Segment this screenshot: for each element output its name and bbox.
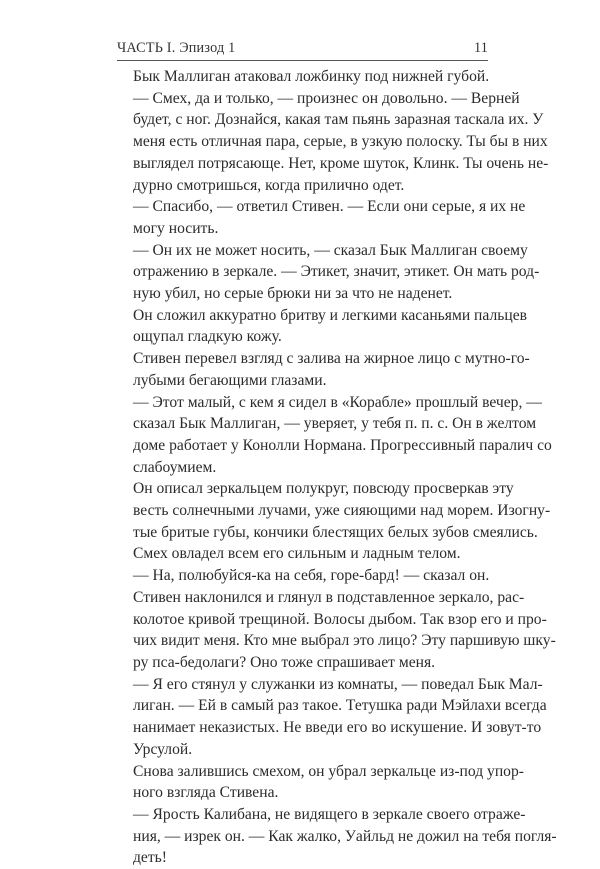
text-line: Снова залившись смехом, он убрал зеркальце из-под упор- <box>133 762 524 780</box>
text-line: — Спасибо, — ответил Стивен. — Если они серые, я их не <box>133 198 526 216</box>
text-line: лиган. — Ей в самый раз такое. Тетушка ради Мэйлахи всегда <box>133 697 547 715</box>
text-line: дурно смотришься, когда прилично одет. <box>133 176 405 194</box>
text-line: — На, полюбуйся-ка на себя, горе-бард! — сказал он. <box>133 567 490 585</box>
text-line: нанимает неказистых. Не введи его во искушение. И зовут-то <box>133 719 542 737</box>
page-number: 11 <box>473 40 488 56</box>
text-line: — Ярость Калибана, не видящего в зеркале своего отраже- <box>133 805 526 823</box>
text-line: Смех овладел всем его сильным и ладным телом. <box>133 545 461 563</box>
paragraph <box>117 587 556 674</box>
text-line: Урсулой. <box>133 740 193 758</box>
text-line: выглядел потрясающе. Нет, кроме шуток, Клинк. Ты очень не- <box>133 154 549 172</box>
text-line: Стивен перевел взгляд с залива на жирное лицо с мутно-го- <box>133 350 530 368</box>
paragraph <box>117 240 540 305</box>
paragraph <box>117 66 488 88</box>
text-line: могу носить. <box>133 219 219 237</box>
text-line: слабоумием. <box>133 458 217 476</box>
paragraph <box>117 305 527 348</box>
text-line: ру пса-бедолаги? Оно тоже спрашивает меня. <box>133 653 436 671</box>
text-line: тые бритые губы, кончики блестящих белых зубов смеялись. <box>133 523 538 541</box>
text-line: весть солнечными лучами, уже сияющими над морем. Изогну- <box>133 502 551 520</box>
text-line: — Этот малый, с кем я сидел в «Корабле» прошлый вечер, — <box>133 393 542 411</box>
text-line: ного взгляда Стивена. <box>133 784 279 802</box>
text-line: — Я его стянул у служанки из комнаты, — поведал Бык Мал- <box>133 675 543 693</box>
paragraph <box>117 804 557 869</box>
text-line: Он описал зеркальцем полукруг, повсюду просверкав эту <box>133 480 514 498</box>
chapter-title: ЧАСТЬ I. Эпизод 1 <box>117 40 236 56</box>
paragraph <box>117 761 524 804</box>
text-line: сказал Бык Маллиган, — уверяет, у тебя п. п. с. Он в желтом <box>133 415 537 433</box>
paragraph <box>117 565 488 587</box>
text-line: ощупал гладкую кожу. <box>133 328 282 346</box>
text-line: лубыми бегающими глазами. <box>133 371 327 389</box>
text-line: ную убил, но серые брюки ни за что не наденет. <box>133 285 453 303</box>
text-line: будет, с ног. Дознайся, какая там пьянь заразная таскала их. У <box>133 111 544 129</box>
paragraph <box>117 348 530 391</box>
text-line: доме работает у Конолли Нормана. Прогрессивный паралич со <box>133 436 552 454</box>
running-head <box>117 40 488 60</box>
text-line: чих видит меня. Кто мне выбрал это лицо? Эту паршивую шку- <box>133 632 556 650</box>
text-line: меня есть отличная пара, серые, в узкую полоску. Ты бы в них <box>133 133 548 151</box>
text-line: Бык Маллиган атаковал ложбинку под нижней губой. <box>133 68 490 85</box>
text-line: ния, — изрек он. — Как жалко, Уайльд не дожил на тебя погля- <box>133 827 557 845</box>
text-line: Стивен наклонился и глянул в подставленное зеркало, рас- <box>133 588 525 606</box>
text-line: деть! <box>133 849 167 867</box>
header-rule <box>117 60 488 61</box>
paragraph <box>117 674 547 761</box>
body-text <box>117 66 557 869</box>
paragraph <box>117 88 549 197</box>
text-line: — Он их не может носить, — сказал Бык Маллиган своему <box>133 241 528 259</box>
paragraph <box>117 196 526 239</box>
paragraph <box>117 478 551 565</box>
text-line: Он сложил аккуратно бритву и легкими касаньями пальцев <box>133 306 527 324</box>
text-line: колотое кривой трещиной. Волосы дыбом. Так взор его и про- <box>133 610 547 628</box>
text-line: отражению в зеркале. — Этикет, значит, этикет. Он мать род- <box>133 263 540 281</box>
paragraph <box>117 392 552 479</box>
text-line: — Смех, да и только, — произнес он довольно. — Верней <box>133 89 520 107</box>
